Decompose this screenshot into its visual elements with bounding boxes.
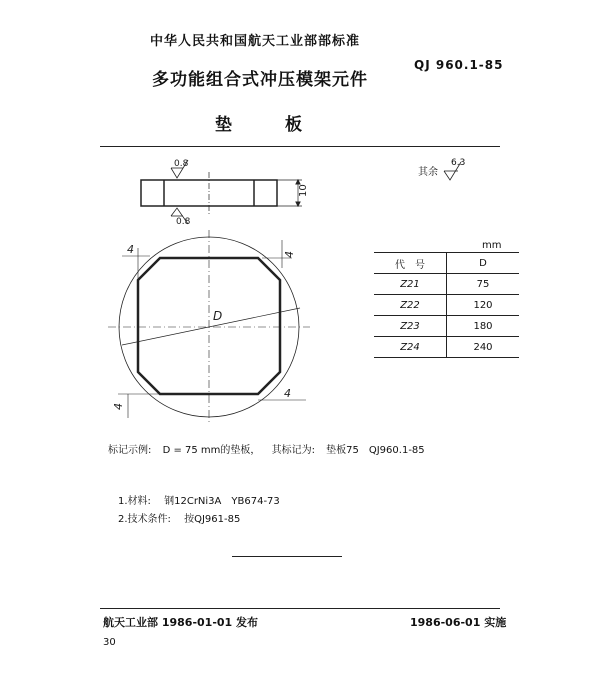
part-name: 垫 板 (215, 115, 320, 135)
end-rule (232, 556, 342, 557)
example-text: D = 75 mm的垫板， (162, 445, 261, 456)
table-header-row (374, 253, 519, 274)
example-mark: 垫板75 QJ960.1-85 (326, 445, 425, 456)
diameter-label: D (213, 309, 223, 323)
section-view (141, 160, 302, 224)
issue-date: 航天工业部 1986-01-01 发布 (103, 616, 259, 629)
thickness-dimension: 10 (298, 184, 309, 197)
table-row (374, 295, 519, 316)
dim-bottom-right: 4 (284, 387, 291, 400)
bottom-roughness-value: 0.8 (176, 217, 191, 227)
code-cell: Z22 (374, 295, 447, 316)
code-cell: Z21 (374, 274, 447, 295)
marking-example (108, 441, 433, 456)
diameter-line (122, 308, 300, 345)
rest-roughness-label: 其余 (418, 167, 438, 178)
note-number: 2.技术条件: (118, 514, 171, 525)
example-marked-as: 其标记为: (271, 445, 315, 456)
table-row (374, 316, 519, 337)
code-cell: Z24 (374, 337, 447, 358)
d-cell: 75 (447, 274, 520, 295)
header-d: D (447, 253, 520, 274)
dim-left: 4 (127, 243, 134, 256)
example-label: 标记示例: (108, 445, 152, 456)
d-cell: 120 (447, 295, 520, 316)
top-roughness-value: 0.8 (174, 159, 189, 169)
note-text: 按QJ961-85 (184, 514, 241, 525)
page-number: 30 (103, 637, 116, 648)
rest-roughness-value: 6.3 (451, 158, 466, 168)
d-cell: 180 (447, 316, 520, 337)
effective-date: 1986-06-01 实施 (410, 616, 507, 629)
organization-header: 中华人民共和国航天工业部部标准 (150, 34, 361, 49)
table-row (374, 337, 519, 358)
note-text: 钢12CrNi3A YB674-73 (164, 496, 280, 507)
note-number: 1.材料: (118, 496, 151, 507)
dim-bottom-left: 4 (112, 403, 125, 410)
note-technical-conditions (118, 510, 250, 525)
plan-view (108, 230, 310, 425)
standard-number: QJ 960.1-85 (414, 58, 504, 72)
footer-rule (100, 608, 500, 609)
code-cell: Z23 (374, 316, 447, 337)
parameter-table (374, 252, 519, 358)
document-title: 多功能组合式冲压模架元件 (152, 70, 368, 90)
table-unit: mm (482, 240, 502, 251)
dim-top-right: 4 (283, 251, 296, 258)
table-row (374, 274, 519, 295)
note-material (118, 492, 290, 507)
header-code: 代 号 (374, 253, 447, 274)
d-cell: 240 (447, 337, 520, 358)
